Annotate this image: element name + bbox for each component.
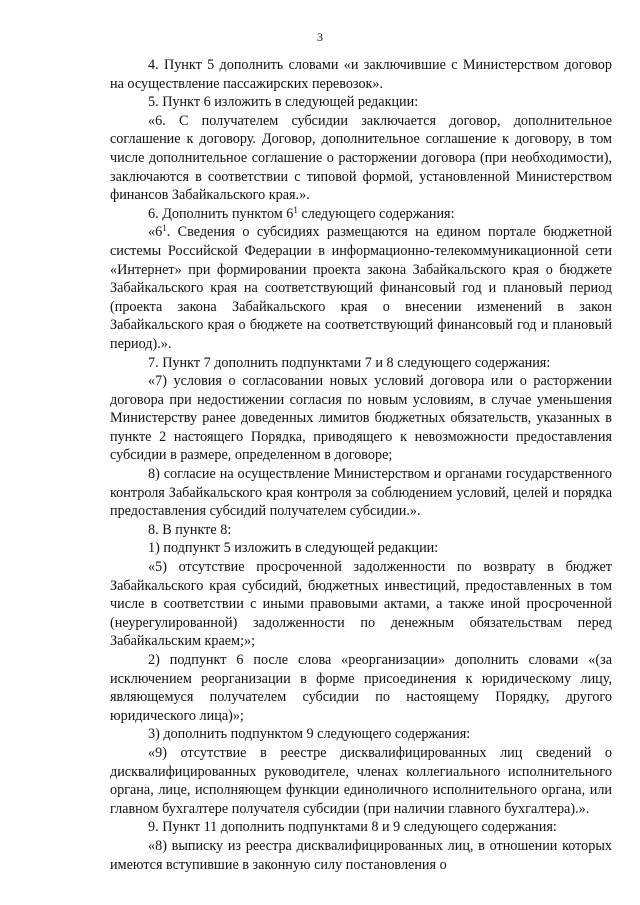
subparagraph-2: 2) подпункт 6 после слова «реорганизации» дополнить словами «(за исключением реорганизации в форме присоединения к юридическому лицу, являющемуся получателем субсидии по настоящему Порядку, другого юридического лица)»; <box>110 652 612 724</box>
paragraph-item-9: 9. Пункт 11 дополнить подпунктами 8 и 9 следующего содержания: <box>148 819 557 836</box>
document-body <box>110 56 612 874</box>
quoted-point-6-1-lead: «6 <box>148 224 163 241</box>
paragraph-item-8: 8. В пункте 8: <box>148 521 232 538</box>
quoted-subpoint-8: 8) согласие на осуществление Министерством и органами государственного контроля Забайкальского края контроля за соблюдением условий, целей и порядка предоставления субсидий получателем субсидии.». <box>110 466 612 520</box>
quoted-point-6: «6. С получателем субсидии заключается договор, дополнительное соглашение к договору. Договор, дополнительное соглашение к договору, в том числе дополнительное соглашение о расторжении договора (при необходимости), заключаются в соответствии с типовой формой, установленной Министерством финансов Забайкальского края.». <box>110 112 612 204</box>
quoted-subpoint-5: «5) отсутствие просроченной задолженности по возврату в бюджет Забайкальского края субсидий, бюджетных инвестиций, предоставленных в том числе в соответствии с иными правовыми актами, а также иной просроченной (неурегулированной) задолженности по денежным обязательствам перед Забайкальским краем;»; <box>110 559 612 650</box>
paragraph-item-6-tail: следующего содержания: <box>297 205 455 222</box>
subparagraph-3: 3) дополнить подпунктом 9 следующего содержания: <box>148 726 471 743</box>
page-number: 3 <box>317 30 323 44</box>
paragraph-item-5: 5. Пункт 6 изложить в следующей редакции: <box>148 94 419 111</box>
quoted-subpoint-8-extract: «8) выписку из реестра дисквалифицированных лиц, в отношении которых имеются вступившие в законную силу постановления о <box>110 837 612 873</box>
paragraph-item-7: 7. Пункт 7 дополнить подпунктами 7 и 8 следующего содержания: <box>148 354 551 371</box>
paragraph-item-6 <box>110 205 612 224</box>
quoted-point-6-1 <box>110 223 612 353</box>
paragraph-item-6-lead: 6. Дополнить пунктом 6 <box>148 205 294 222</box>
superscript-index: 1 <box>162 223 167 234</box>
superscript-index: 1 <box>293 204 298 215</box>
paragraph-item-4: 4. Пункт 5 дополнить словами «и заключившие с Министерством договор на осуществление пассажирских перевозок». <box>110 57 612 92</box>
quoted-subpoint-7: «7) условия о согласовании новых условий договора или о расторжении договора при недостижении согласия по новым условиям, в случае уменьшения Министерству ранее доведенных лимитов бюджетных обязательств, указанных в пункте 2 настоящего Порядка, приводящего к невозможности предоставления субсидии в размере, определенном в договоре; <box>110 373 612 464</box>
quoted-subpoint-9: «9) отсутствие в реестре дисквалифицированных лиц сведений о дисквалифицированных руководителе, членах коллегиального исполнительного органа, лице, исполняющем функции единоличного исполнительного органа, или главном бухгалтере получателя субсидии (при наличии главного бухгалтера).». <box>110 744 612 817</box>
subparagraph-1: 1) подпункт 5 изложить в следующей редакции: <box>148 540 439 557</box>
quoted-point-6-1-tail: . Сведения о субсидиях размещаются на едином портале бюджетной системы Российской Федерации в информационно-телекоммуникационной сети «Интернет» при формировании проекта закона Забайкальского края о бюджете Забайкальского края на соответствующий финансовый год и плановый период (проекта закона Забайкальского края о внесении изменений в закон Забайкальского края о бюджете на соответствующий финансовый год и плановый период).». <box>110 224 612 352</box>
